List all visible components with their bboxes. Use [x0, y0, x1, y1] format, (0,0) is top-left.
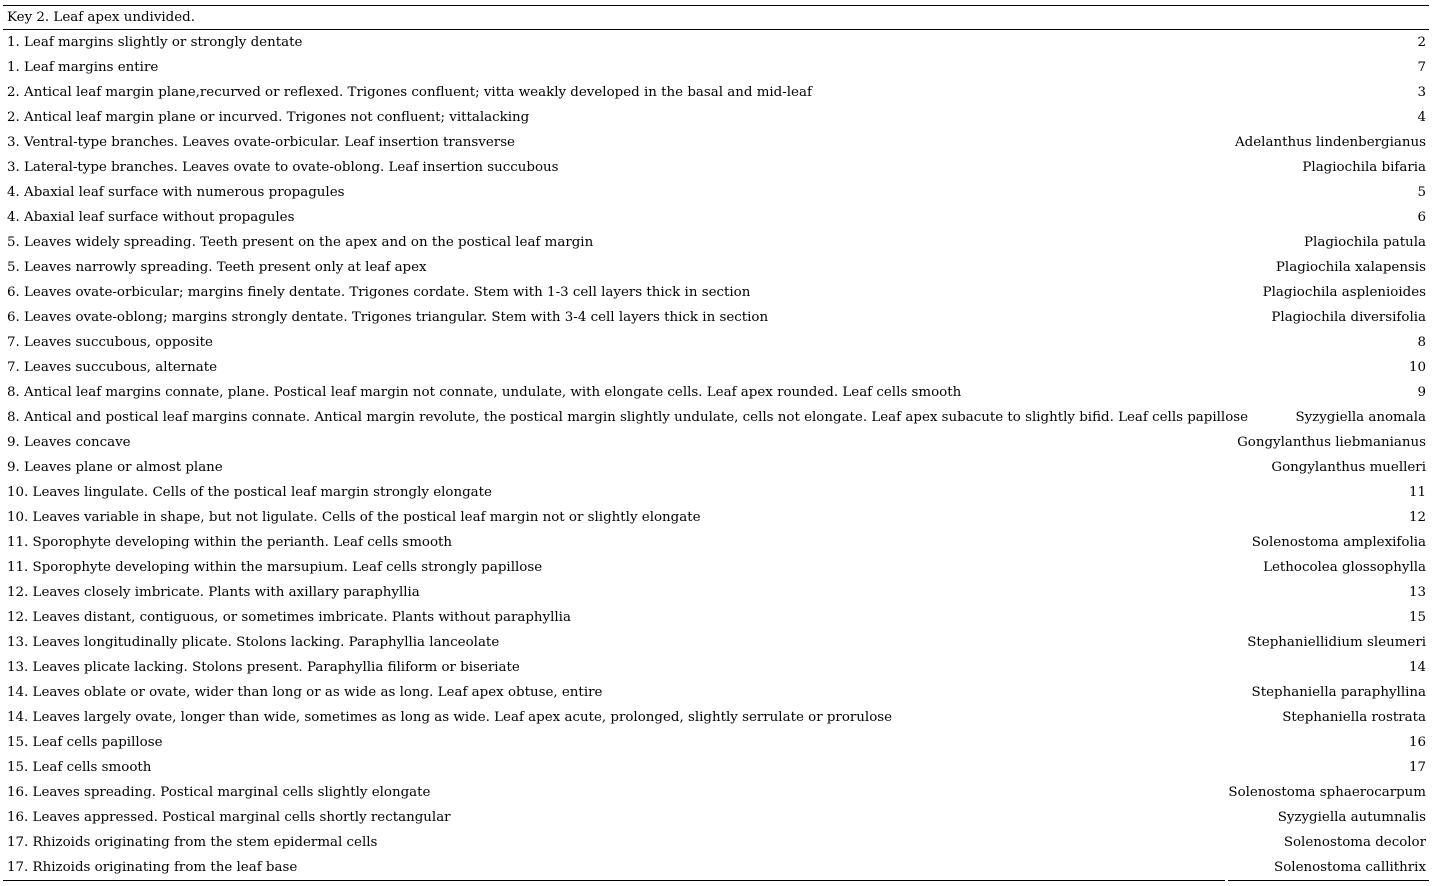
couplet-row [3, 255, 1429, 280]
couplet-description: 17. Rhizoids originating from the leaf base [7, 860, 298, 875]
couplet-description: 13. Leaves plicate lacking. Stolons present. Paraphyllia filiform or biseriate [7, 660, 520, 675]
couplet-row [3, 755, 1429, 780]
couplet-description: 16. Leaves spreading. Postical marginal cells slightly elongate [7, 785, 431, 800]
couplet-row [3, 130, 1429, 155]
couplet-result: Plagiochila patula [1304, 235, 1426, 250]
couplet-result: Plagiochila bifaria [1302, 160, 1426, 175]
couplet-row [3, 580, 1429, 605]
couplet-row [3, 630, 1429, 655]
couplet-row [3, 430, 1429, 455]
couplet-row [3, 530, 1429, 555]
couplet-description: 14. Leaves largely ovate, longer than wide, sometimes as long as wide. Leaf apex acute, prolonged, slightly serrulate or prorulose [7, 710, 893, 725]
couplet-result: Solenostoma amplexifolia [1251, 535, 1426, 550]
couplet-description: 17. Rhizoids originating from the stem epidermal cells [7, 835, 378, 850]
couplet-row [3, 655, 1429, 680]
couplet-row [3, 80, 1429, 105]
couplet-result: 2 [1417, 35, 1426, 50]
couplet-row [3, 480, 1429, 505]
couplet-row [3, 305, 1429, 330]
couplet-result: 15 [1408, 610, 1426, 625]
couplet-description: 11. Sporophyte developing within the marsupium. Leaf cells strongly papillose [7, 560, 543, 575]
couplet-result: 4 [1417, 110, 1426, 125]
couplet-description: 12. Leaves closely imbricate. Plants with axillary paraphyllia [7, 585, 420, 600]
couplet-result: Syzygiella autumnalis [1277, 810, 1426, 825]
couplet-result: Gongylanthus muelleri [1271, 460, 1426, 475]
couplet-description: 5. Leaves widely spreading. Teeth present on the apex and on the postical leaf margin [7, 235, 594, 250]
couplet-description: 12. Leaves distant, contiguous, or sometimes imbricate. Plants without paraphyllia [7, 610, 571, 625]
couplet-row [3, 605, 1429, 630]
couplet-description: 3. Lateral-type branches. Leaves ovate to ovate-oblong. Leaf insertion succubous [7, 160, 559, 175]
couplet-description: 6. Leaves ovate-oblong; margins strongly dentate. Trigones triangular. Stem with 3-4 cell layers thick in section [7, 310, 769, 325]
couplet-result: 17 [1408, 760, 1426, 775]
couplet-description: 4. Abaxial leaf surface without propagules [7, 210, 295, 225]
couplet-description: 9. Leaves concave [7, 435, 131, 450]
caption-row [3, 6, 1429, 30]
couplet-row [3, 380, 1429, 405]
couplet-row [3, 180, 1429, 205]
couplet-result: Lethocolea glossophylla [1263, 560, 1426, 575]
couplet-result: Stephaniella paraphyllina [1251, 685, 1426, 700]
couplet-description: 3. Ventral-type branches. Leaves ovate-orbicular. Leaf insertion transverse [7, 135, 515, 150]
couplet-description: 16. Leaves appressed. Postical marginal cells shortly rectangular [7, 810, 451, 825]
couplet-description: 11. Sporophyte developing within the perianth. Leaf cells smooth [7, 535, 453, 550]
couplet-row [3, 680, 1429, 705]
couplet-result: 6 [1417, 210, 1426, 225]
couplet-result: 16 [1408, 735, 1426, 750]
bottom-rule-left [3, 880, 1225, 881]
key-body [3, 6, 1429, 881]
couplet-result: Stephaniellidium sleumeri [1247, 635, 1426, 650]
couplet-row [3, 330, 1429, 355]
couplet-description: 10. Leaves lingulate. Cells of the postical leaf margin strongly elongate [7, 485, 492, 500]
couplet-result: 10 [1408, 360, 1426, 375]
couplet-row [3, 780, 1429, 805]
couplet-description: 13. Leaves longitudinally plicate. Stolons lacking. Paraphyllia lanceolate [7, 635, 500, 650]
couplet-result: 8 [1417, 335, 1426, 350]
couplet-result: 13 [1408, 585, 1426, 600]
couplet-row [3, 455, 1429, 480]
couplet-row [3, 205, 1429, 230]
couplet-description: 2. Antical leaf margin plane or incurved. Trigones not confluent; vittalacking [7, 110, 530, 125]
couplet-result: Syzygiella anomala [1295, 410, 1426, 425]
couplet-description: 15. Leaf cells papillose [7, 735, 163, 750]
couplet-description: 14. Leaves oblate or ovate, wider than long or as wide as long. Leaf apex obtuse, entire [7, 685, 603, 700]
couplet-result: Stephaniella rostrata [1282, 710, 1426, 725]
couplet-row [3, 705, 1429, 730]
couplet-result: 12 [1408, 510, 1426, 525]
couplet-result: Adelanthus lindenbergianus [1235, 135, 1426, 150]
bottom-rule-right [1228, 880, 1429, 881]
couplet-result: Solenostoma sphaerocarpum [1228, 785, 1426, 800]
couplet-row [3, 155, 1429, 180]
couplet-row [3, 555, 1429, 580]
table-caption: Key 2. Leaf apex undivided. [3, 6, 1429, 30]
couplet-description: 9. Leaves plane or almost plane [7, 460, 223, 475]
couplet-result: Gongylanthus liebmanianus [1237, 435, 1426, 450]
couplet-row [3, 805, 1429, 830]
couplet-description: 1. Leaf margins entire [7, 60, 159, 75]
couplet-description: 1. Leaf margins slightly or strongly dentate [7, 35, 303, 50]
couplet-description: 4. Abaxial leaf surface with numerous propagules [7, 185, 345, 200]
couplet-description: 2. Antical leaf margin plane,recurved or reflexed. Trigones confluent; vitta weakly developed in the basal and mid-leaf [7, 85, 812, 100]
couplet-result: 14 [1408, 660, 1426, 675]
couplet-row [3, 280, 1429, 305]
couplet-row [3, 405, 1429, 430]
couplet-result: Plagiochila diversifolia [1271, 310, 1426, 325]
couplet-row [3, 730, 1429, 755]
couplet-result: 11 [1408, 485, 1426, 500]
couplet-description: 10. Leaves variable in shape, but not ligulate. Cells of the postical leaf margin not or slightly elongate [7, 510, 701, 525]
couplet-result: 3 [1417, 85, 1426, 100]
couplet-result: 5 [1417, 185, 1426, 200]
couplet-result: Plagiochila asplenioides [1262, 285, 1426, 300]
couplet-row [3, 855, 1429, 880]
couplet-description: 7. Leaves succubous, alternate [7, 360, 218, 375]
couplet-result: 7 [1417, 60, 1426, 75]
couplet-description: 8. Antical leaf margins connate, plane. Postical leaf margin not connate, undulate, with elongate cells. Leaf apex rounded. Leaf cells smooth [7, 385, 962, 400]
couplet-row [3, 55, 1429, 80]
couplet-description: 7. Leaves succubous, opposite [7, 335, 213, 350]
couplet-description: 8. Antical and postical leaf margins connate. Antical margin revolute, the postical margin slightly undulate, cells not elongate. Leaf apex subacute to slightly bifid. Leaf cells papillose [7, 410, 1249, 425]
couplet-row [3, 355, 1429, 380]
couplet-result: Solenostoma decolor [1283, 835, 1426, 850]
couplet-result: 9 [1417, 385, 1426, 400]
couplet-description: 6. Leaves ovate-orbicular; margins finely dentate. Trigones cordate. Stem with 1-3 cell layers thick in section [7, 285, 751, 300]
couplet-row [3, 230, 1429, 255]
couplet-row [3, 30, 1429, 56]
couplet-row [3, 105, 1429, 130]
couplet-row [3, 505, 1429, 530]
couplet-description: 15. Leaf cells smooth [7, 760, 152, 775]
couplet-row [3, 830, 1429, 855]
identification-key-table [3, 5, 1429, 880]
couplet-result: Solenostoma callithrix [1274, 860, 1426, 875]
couplet-result: Plagiochila xalapensis [1275, 260, 1426, 275]
couplet-description: 5. Leaves narrowly spreading. Teeth present only at leaf apex [7, 260, 427, 275]
